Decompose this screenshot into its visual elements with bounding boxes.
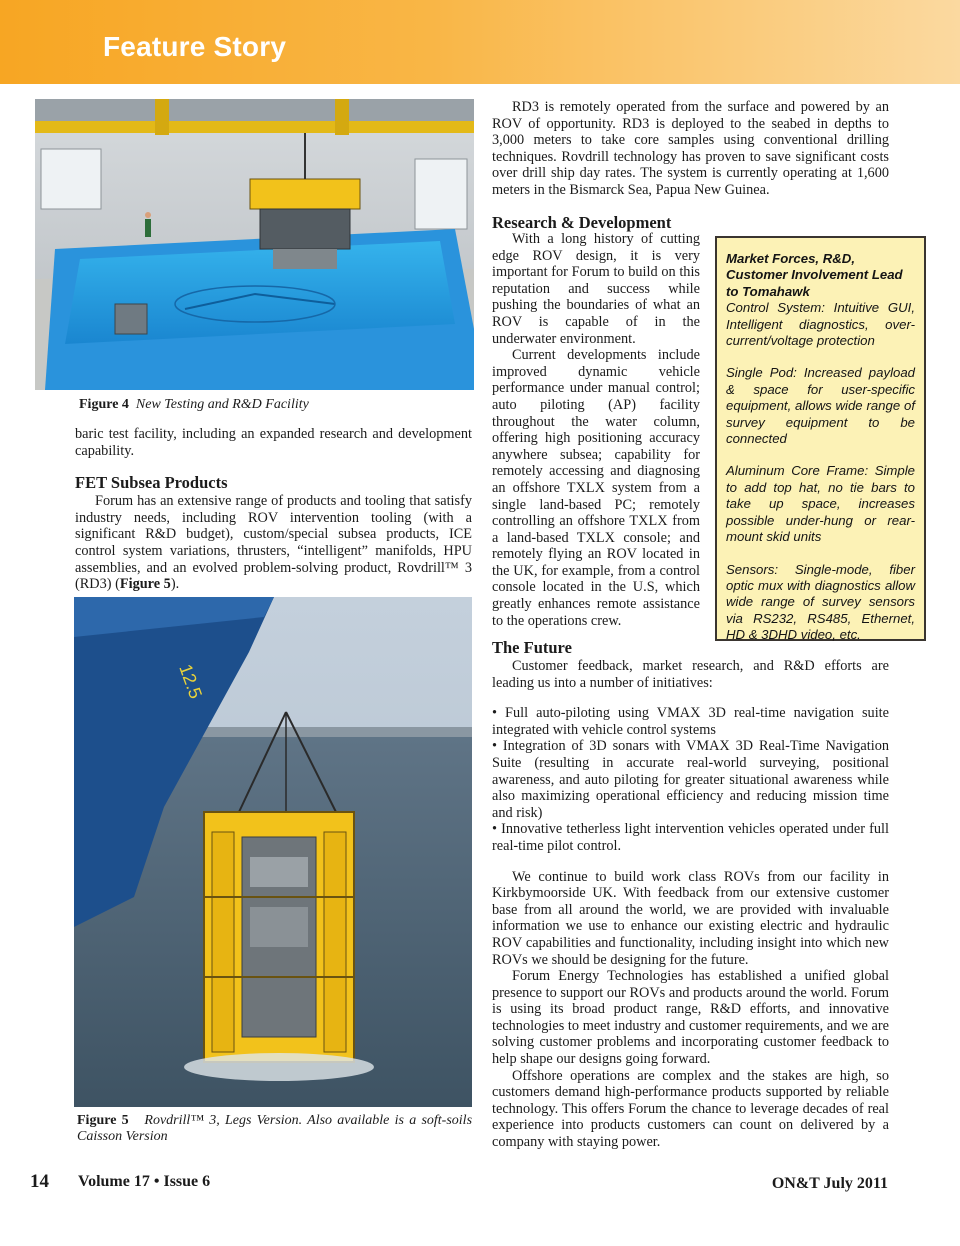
tomahawk-sidebar [715,236,926,641]
bullet-item: • Innovative tetherless light intervention vehicles operated under full real-time pilot control. [492,821,889,854]
rovdrill-illustration [74,597,472,1107]
rd3-paragraph: RD3 is remotely operated from the surface and powered by an ROV of opportunity. RD3 is deployed to the seabed in depths to 3,000 meters to take core samples using conventional drilling techniques. Rovdrill technology has proven to save significant costs over drill ship day rates. The system is currently operating at 1,600 meters in the Bismarck Sea, Papua New Guinea. [492,99,889,198]
figure-4-caption-text: New Testing and R&D Facility [135,397,309,412]
figure-5-reference: Figure 5 [119,576,171,593]
figure-4-photo [35,99,474,390]
sidebar-item-control-system: Control System: Intuitive GUI, Intelligent diagnostics, over-current/voltage protection [726,300,915,349]
figure-5-photo [74,597,472,1107]
sidebar-title: Market Forces, R&D, Customer Involvement Lead to Tomahawk [726,251,903,299]
section-header [0,0,960,84]
future-paragraph-4: Offshore operations are complex and the stakes are high, so customers demand high-performance products supported by reliable technology. This offers Forum the chance to leverage decades of real experience into products customers can count on delivered by a company with staying power. [492,1067,889,1151]
sidebar-item-single-pod: Single Pod: Increased payload & space for user-specific equipment, allows wide range of survey equipment to be connected [726,365,915,447]
bullet-item: • Integration of 3D sonars with VMAX 3D Real-Time Navigation Suite (resulting in accurate real-world surveying, positional awareness, and auto piloting for greater situational awareness while also maximizing operational efficiency and reducing mission time and risk) [492,738,889,821]
right-column-bottom [492,638,889,1151]
section-title: Feature Story [103,31,287,62]
heading-the-future: The Future [492,638,572,657]
figure-5-caption [77,1113,472,1145]
sidebar-item-sensors: Sensors: Single-mode, fiber optic mux with diagnostics allow wide range of survey sensors via RS232, RS485, Ethernet, HD & 3DHD video, etc. [726,561,915,643]
left-column [75,426,472,593]
volume-issue: Volume 17 • Issue 6 [78,1173,211,1190]
future-paragraph-3: Forum Energy Technologies has established a unified global presence to support our ROVs and products around the world. Forum is using its broad product range, R&D efforts, and innovative technologies to meet industry and customer requirements, and we are solving customer problems and incorporating customer feedback to help shape our designs going forward. [492,968,889,1068]
figure-4-caption [79,397,469,413]
future-paragraph-2: We continue to build work class ROVs from our facility in Kirkbymoorside UK. With feedback from our extensive customer base from all around the world, we are provided with invaluable information we use to enhance our existing electric and hydraulic ROV capabilities and functionality, including insight into which new ROVs we should be designing for the future. [492,868,889,968]
testing-facility-illustration [35,99,474,390]
rd-paragraph-2: Current developments include improved dynamic vehicle performance under manual control; auto piloting (AP) facility throughout the water column, offering high positioning accuracy anywhere subsea; capability for remotely accessing and diagnosing an offshore TXLX system from a single land-based PC; remotely controlling an offshore TXLX from a land-based TXLX console; and remotely flying an ROV located in the UK, for example, from a control console located in the U.S, which greatly enhances remote assistance to the operations crew. [492,347,700,629]
rd-paragraph-1: With a long history of cutting edge ROV design, it is very important for Forum to build on this reputation and success while pushing the boundaries of what an ROV is capable of in the underwater environment. [492,231,700,347]
magazine-date: ON&T July 2011 [771,1175,888,1192]
figure-4-label: Figure 4 [79,397,129,412]
left-column-paragraph: baric test facility, including an expanded research and development capability. [75,426,472,459]
future-paragraph-1: Customer feedback, market research, and R&D efforts are leading us into a number of initiatives: [492,658,889,691]
heading-fet-subsea-products: FET Subsea Products [75,473,228,493]
sidebar-item-aluminum-frame: Aluminum Core Frame: Simple to add top hat, no tie bars to take up space, increases possible under-hung or rear-mount skid units [726,463,915,545]
left-column-paragraph: Forum has an extensive range of products and tooling that satisfy industry needs, including ROV intervention tooling (with a significant R&D budget), custom/special subsea products, ICE control system variations, thrusters, “intelligent” manifolds, HPU assemblies, and an evolved problem-solving product, Rovdrill™ 3 (RD3) (Figure 5). [75,493,472,593]
figure-5-label: Figure 5 [77,1113,129,1128]
heading-research-development: Research & Development [492,212,672,232]
figure-5-caption-text: Rovdrill™ 3, Legs Version. Also available is a soft-soils Caisson Version [77,1113,473,1144]
svg-text:12.5: 12.5 [175,661,207,702]
right-column-top [492,99,889,233]
page-number: 14 [30,1171,49,1192]
right-column-narrow [492,231,700,629]
bullet-item: • Full auto-piloting using VMAX 3D real-time navigation suite integrated with vehicle control systems [492,705,889,738]
